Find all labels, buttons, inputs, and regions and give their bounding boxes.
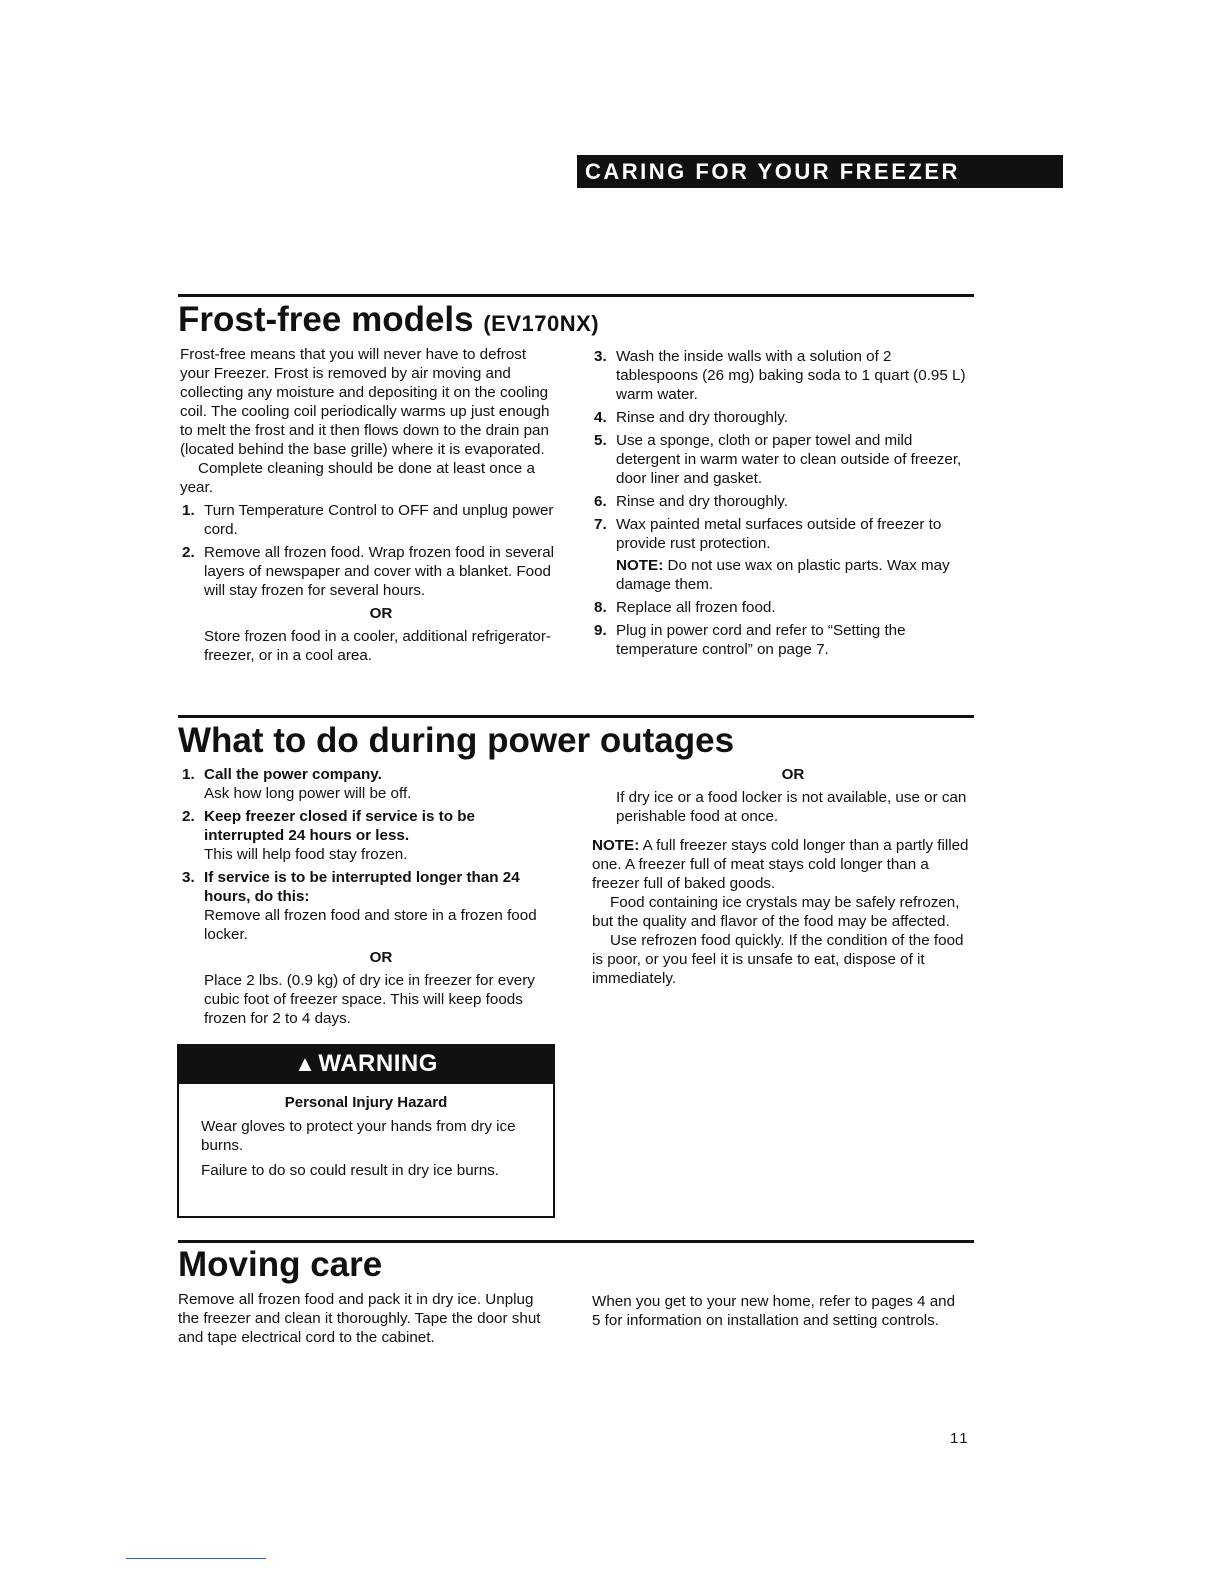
- item-number: 2.: [182, 808, 195, 825]
- list-item: [180, 501, 558, 539]
- list-item: [180, 765, 558, 803]
- warning-label: WARNING: [318, 1050, 438, 1077]
- note-label: NOTE:: [592, 837, 640, 854]
- step-text: Use a sponge, cloth or paper towel and mild detergent in warm water to clean outside of freezer, door liner and gasket.: [616, 432, 962, 487]
- frost-free-heading: [178, 300, 599, 344]
- list-item: [180, 543, 558, 600]
- or-separator: OR: [781, 766, 805, 783]
- list-item: [592, 598, 970, 617]
- note-label: NOTE:: [616, 557, 664, 574]
- refreeze-paragraph: Food containing ice crystals may be safely refrozen, but the quality and flavor of the food may be affected.: [592, 894, 960, 930]
- item-number: 3.: [182, 869, 195, 886]
- model-number: (EV170NX): [483, 311, 600, 336]
- note-text: Do not use wax on plastic parts. Wax may damage them.: [616, 557, 950, 593]
- step-2-alternative: Store frozen food in a cooler, additional refrigerator-freezer, or in a cool area.: [204, 628, 551, 664]
- outages-heading: What to do during power outages: [178, 721, 735, 760]
- note-text: A full freezer stays cold longer than a partly filled one. A freezer full of meat stays cold longer than a freezer full of baked goods.: [592, 837, 969, 892]
- section-rule: [178, 294, 974, 297]
- step-number: 3.: [594, 348, 607, 365]
- warning-text: [201, 1117, 531, 1180]
- outages-left-column: [180, 765, 558, 1028]
- list-item: [592, 515, 970, 594]
- item-text: Ask how long power will be off.: [204, 785, 412, 802]
- list-item: [592, 492, 970, 511]
- frost-free-intro: Frost-free means that you will never have to defrost your Freezer. Frost is removed by air moving and collecting any moisture and depositing it on the cooling coil. The cooling coil periodically warms up just enough to melt the frost and it then flows down to the drain pan (located behind the base grille) where it is evaporated.: [180, 346, 550, 458]
- frost-free-right-column: [592, 347, 970, 663]
- item-heading: If service is to be interrupted longer than 24 hours, do this:: [204, 869, 520, 905]
- moving-care-heading: Moving care: [178, 1245, 383, 1284]
- step-text: Rinse and dry thoroughly.: [616, 409, 788, 426]
- list-item: [592, 347, 970, 404]
- step-number: 6.: [594, 493, 607, 510]
- step-number: 8.: [594, 599, 607, 616]
- item-text: This will help food stay frozen.: [204, 846, 408, 863]
- or-separator: OR: [369, 605, 393, 622]
- step-number: 9.: [594, 622, 607, 639]
- item-number: 1.: [182, 766, 195, 783]
- frost-free-title: Frost-free models: [178, 300, 474, 339]
- warning-line: Failure to do so could result in dry ice burns.: [201, 1162, 499, 1179]
- page-number: 11: [950, 1430, 970, 1447]
- step-number: 5.: [594, 432, 607, 449]
- dry-ice-alternative: Place 2 lbs. (0.9 kg) of dry ice in freezer for every cubic foot of freezer space. This will keep foods frozen for 2 to 4 days.: [204, 972, 535, 1027]
- warning-title: Personal Injury Hazard: [284, 1094, 448, 1111]
- perishable-alternative: If dry ice or a food locker is not available, use or can perishable food at once.: [616, 789, 967, 825]
- step-number: 7.: [594, 516, 607, 533]
- or-separator: OR: [369, 949, 393, 966]
- step-text: Plug in power cord and refer to “Setting the temperature control” on page 7.: [616, 622, 906, 658]
- step-text: Rinse and dry thoroughly.: [616, 493, 788, 510]
- item-heading: Call the power company.: [204, 766, 382, 783]
- list-item: [592, 621, 970, 659]
- moving-care-left-text: Remove all frozen food and pack it in dry ice. Unplug the freezer and clean it thoroughly. Tape the door shut and tape electrical cord to the cabinet.: [178, 1291, 541, 1346]
- outages-right-column: [592, 765, 970, 988]
- frost-free-left-column: [180, 345, 558, 665]
- moving-care-right-text: When you get to your new home, refer to pages 4 and 5 for information on installation and setting controls.: [592, 1293, 956, 1329]
- outages-note: [592, 836, 970, 893]
- step-text: Replace all frozen food.: [616, 599, 776, 616]
- item-text: Remove all frozen food and store in a frozen food locker.: [204, 907, 537, 943]
- warning-triangle-icon: ▲: [294, 1051, 317, 1076]
- list-item: [180, 807, 558, 864]
- section-rule: [178, 715, 974, 718]
- step-text: Remove all frozen food. Wrap frozen food in several layers of newspaper and cover with a blanket. Food will stay frozen for several hours.: [204, 544, 555, 599]
- list-item: [592, 431, 970, 488]
- section-rule: [178, 1240, 974, 1243]
- step-text: Turn Temperature Control to OFF and unplug power cord.: [204, 502, 554, 538]
- warning-header: [179, 1044, 553, 1084]
- item-heading: Keep freezer closed if service is to be interrupted 24 hours or less.: [204, 808, 475, 844]
- frost-free-intro-2: Complete cleaning should be done at least once a year.: [180, 460, 535, 496]
- step-number: 1.: [182, 502, 195, 519]
- step-number: 4.: [594, 409, 607, 426]
- list-item: [592, 408, 970, 427]
- refrozen-food-paragraph: Use refrozen food quickly. If the condition of the food is poor, or you feel it is unsafe to eat, dispose of it immediately.: [592, 932, 964, 987]
- step-text: Wash the inside walls with a solution of 2 tablespoons (26 mg) baking soda to 1 quart (0.95 L) warm water.: [616, 348, 966, 403]
- list-item: [180, 868, 558, 944]
- warning-box: [177, 1044, 555, 1218]
- wax-note: [616, 556, 970, 594]
- section-banner: CARING FOR YOUR FREEZER: [577, 155, 1063, 188]
- step-text: Wax painted metal surfaces outside of freezer to provide rust protection.: [616, 516, 942, 552]
- step-number: 2.: [182, 544, 195, 561]
- warning-line: Wear gloves to protect your hands from dry ice burns.: [201, 1118, 516, 1154]
- footer-line: [126, 1558, 266, 1559]
